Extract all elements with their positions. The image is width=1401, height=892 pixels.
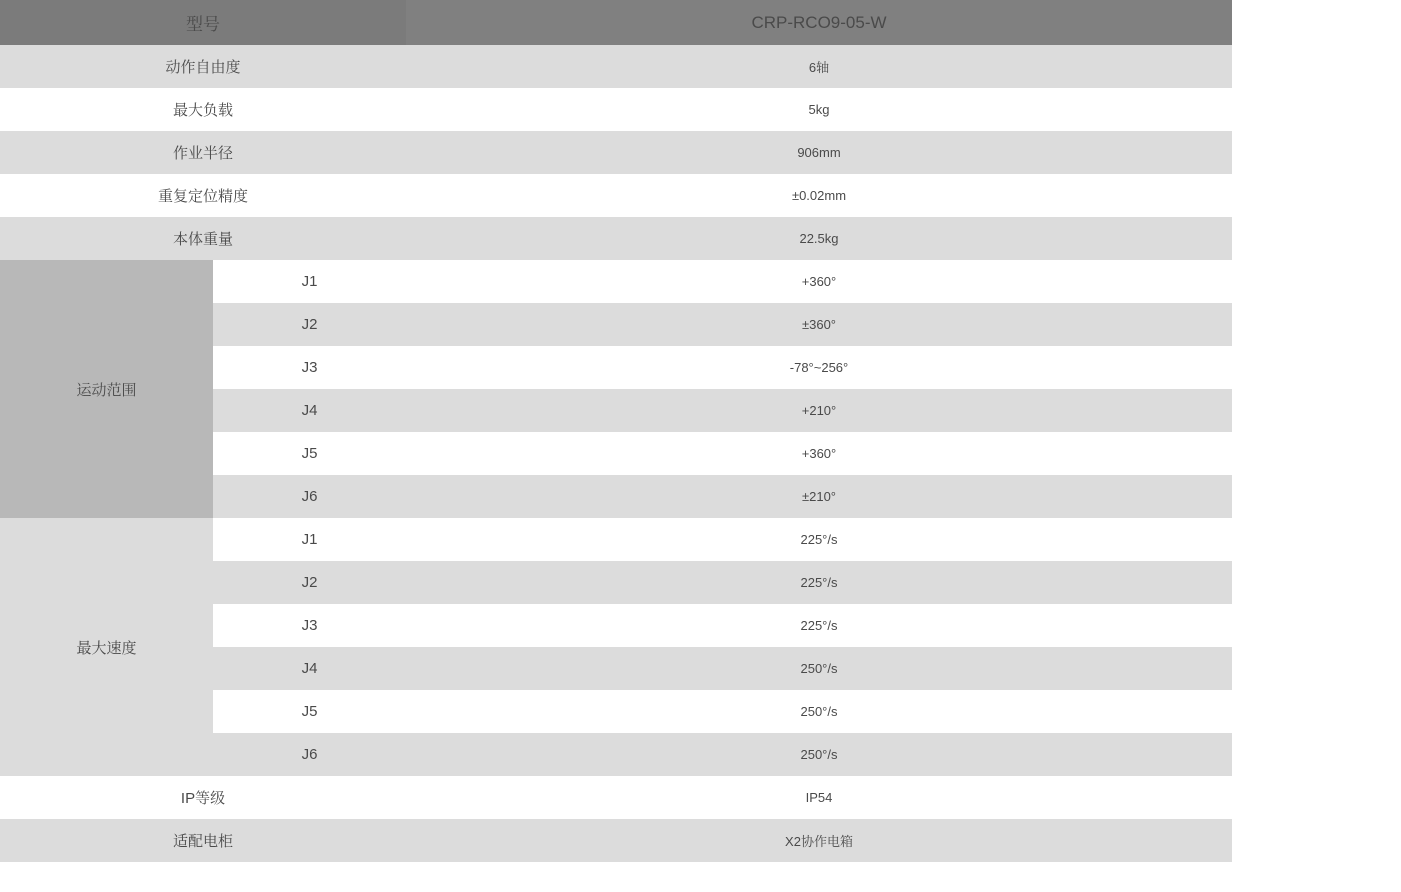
joint-value: 225°/s: [406, 561, 1232, 604]
joint-value: 250°/s: [406, 733, 1232, 776]
table-row: [0, 819, 1232, 862]
joint-value: ±210°: [406, 475, 1232, 518]
joint-value: +360°: [406, 260, 1232, 303]
row-value: IP54: [406, 776, 1232, 819]
joint-value: 250°/s: [406, 690, 1232, 733]
joint-value: 225°/s: [406, 604, 1232, 647]
joint-label: J2: [213, 561, 406, 604]
row-label: IP等级: [0, 776, 406, 819]
joint-label: J3: [213, 346, 406, 389]
joint-label: J4: [213, 389, 406, 432]
group-label-motion-range: 运动范围: [0, 260, 213, 518]
joint-value: -78°~256°: [406, 346, 1232, 389]
row-label: 本体重量: [0, 217, 406, 260]
row-label: 最大负载: [0, 88, 406, 131]
table-header-row: [0, 0, 1232, 45]
row-value: ±0.02mm: [406, 174, 1232, 217]
table-row: [0, 217, 1232, 260]
joint-value: 225°/s: [406, 518, 1232, 561]
table-row: [0, 260, 1232, 303]
joint-label: J6: [213, 475, 406, 518]
joint-label: J4: [213, 647, 406, 690]
joint-label: J5: [213, 690, 406, 733]
table-row: [0, 776, 1232, 819]
row-value: X2协作电箱: [406, 819, 1232, 862]
joint-value: ±360°: [406, 303, 1232, 346]
joint-label: J3: [213, 604, 406, 647]
row-label: 动作自由度: [0, 45, 406, 88]
group-label-max-speed: 最大速度: [0, 518, 213, 776]
header-model-label: 型号: [0, 0, 406, 45]
row-label: 重复定位精度: [0, 174, 406, 217]
joint-value: 250°/s: [406, 647, 1232, 690]
row-value: 5kg: [406, 88, 1232, 131]
joint-label: J1: [213, 518, 406, 561]
table-row: [0, 518, 1232, 561]
joint-label: J2: [213, 303, 406, 346]
table-row: [0, 131, 1232, 174]
row-value: 22.5kg: [406, 217, 1232, 260]
joint-label: J6: [213, 733, 406, 776]
joint-label: J5: [213, 432, 406, 475]
header-model-value: CRP-RCO9-05-W: [406, 0, 1232, 45]
table-row: [0, 45, 1232, 88]
joint-value: +210°: [406, 389, 1232, 432]
row-label: 适配电柜: [0, 819, 406, 862]
table-row: [0, 88, 1232, 131]
table-row: [0, 174, 1232, 217]
row-label: 作业半径: [0, 131, 406, 174]
row-value: 6轴: [406, 45, 1232, 88]
joint-value: +360°: [406, 432, 1232, 475]
joint-label: J1: [213, 260, 406, 303]
row-value: 906mm: [406, 131, 1232, 174]
